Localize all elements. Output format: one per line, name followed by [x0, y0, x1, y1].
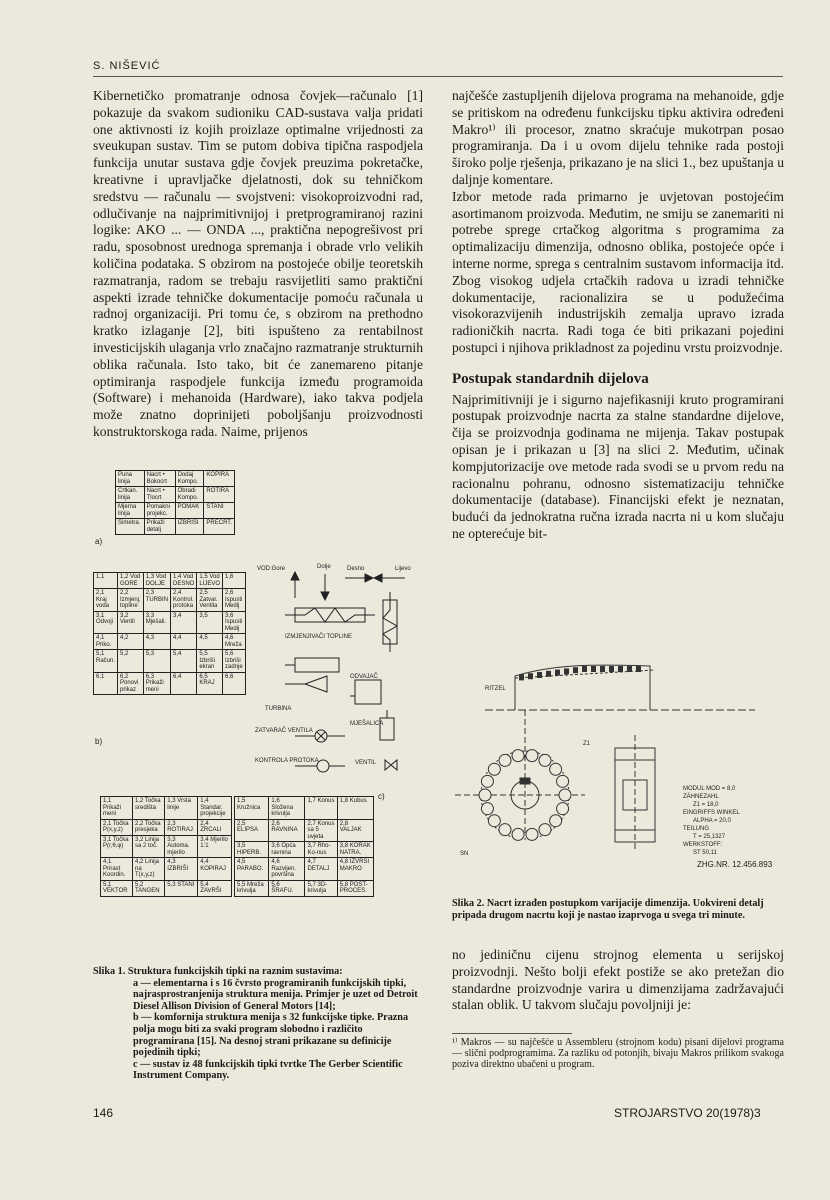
key-cell: Obradi Kompo. — [175, 487, 204, 503]
gear-tooth — [559, 789, 571, 801]
key-cell: Nacrt • Tlocrt — [144, 487, 175, 503]
ritzel-label: RITZEL — [485, 686, 506, 692]
symbol-label-izmj: IZMJENJIVAČI TOPLINE — [285, 634, 353, 640]
drawing-number: ZHG.NR. 12.456.893 — [697, 860, 773, 869]
key-cell: ROTIRA — [204, 487, 235, 503]
table-row — [94, 589, 246, 612]
table-row — [116, 471, 235, 487]
key-cell: KOPIRA — [204, 471, 235, 487]
key-cell: 1,4 Vod DESNO — [171, 573, 197, 589]
gear-tooth — [539, 754, 551, 766]
key-cell: 2,2 Izmjenj. topline — [118, 589, 144, 612]
key-cell: 1,1 Prikaži meni — [101, 797, 133, 820]
separator-symbol — [295, 658, 339, 672]
key-cell: Dodaj Kompo. — [175, 471, 204, 487]
symbol-label-dolje: Dolje — [317, 564, 331, 570]
key-cell: 1,6 — [223, 573, 246, 589]
table-row — [94, 573, 246, 589]
pipe-symbols-diagram — [255, 560, 435, 790]
key-cell: 2,5 Zatvar. Ventila — [197, 589, 223, 612]
note-6: T = 25,1327 — [693, 834, 726, 840]
key-cell: 3,2 Ventil — [118, 611, 144, 634]
key-cell: 6,1 — [94, 672, 118, 695]
key-cell: Pomakni projekc. — [144, 503, 175, 519]
note-7: WERKSTOFF: — [683, 842, 723, 848]
key-cell: 5,6 ŠRAFU. — [269, 880, 305, 896]
symbol-label-gore: VOD:Gore — [257, 566, 286, 572]
key-cell: 3,5 — [197, 611, 223, 634]
right-paragraph-3: Najprimitivniji je i sigurno najefikasniji kruto programirani postupak proizvodnje nacrta za stalne standardne dijelove, čija se proizvodnja godinama ne mijenja. Takav postupak opisan je i prikazan u [3] na slici 2. Međutim, učinak kompjutorizacije ove metode rada svodi se u prvom redu na racionalnu pohranu, odnosno sistematizaciju tehničke dokumentacije (database). Financijski efekt je neznatan, budući da jednokratna ručna izrada nacrta ni u kom slučaju ne opterećuje bit- — [452, 391, 784, 541]
key-cell: 4,4 KOPIRAJ — [198, 858, 232, 881]
gear-tooth — [512, 750, 524, 762]
gear-tooth — [550, 815, 562, 827]
key-cell: 3,4 Mjerilo 1:1 — [198, 835, 232, 858]
key-cell: 5,6 Izbriši zadnje — [223, 650, 246, 673]
key-cell: 2,2 Točka presjeka — [133, 819, 165, 835]
figure-label-b: b) — [95, 737, 103, 746]
rack-tooth — [600, 666, 605, 672]
key-cell: 2,6 RAVNINA — [269, 819, 305, 842]
symbol-label-kontrola: KONTROLA PROTOKA — [255, 758, 319, 764]
footnote-rule — [452, 1033, 572, 1034]
key-cell: 5,4 ZAVRŠI — [198, 880, 232, 896]
symbol-label-odvajac: ODVAJAČ — [350, 674, 378, 680]
gear-tooth — [550, 763, 562, 775]
key-cell: 5,1 Račun. — [94, 650, 118, 673]
key-cell: PRECRT. — [204, 519, 235, 535]
key-cell: 4,4 — [171, 634, 197, 650]
z1-label: Z1 — [583, 741, 591, 747]
note-1: ZÄHNEZAHL — [683, 794, 719, 800]
key-cell: 3,7 Rho-Ko-nus — [305, 842, 337, 858]
key-cell: 2,7 Konus sa 5 uvjeta — [305, 819, 337, 842]
rack-tooth — [528, 673, 533, 679]
key-cell: 3,3 Mješali. — [143, 611, 170, 634]
key-cell: 3,2 Linija sa 2 toč. — [133, 835, 165, 858]
symbol-label-lijevo: Lijevo — [395, 566, 411, 572]
key-cell: 4,3 — [143, 634, 170, 650]
key-cell: 4,8 IZVRŠI MAKRO — [337, 858, 373, 881]
key-cell: POMAK — [175, 503, 204, 519]
table-row — [101, 835, 232, 858]
rack-tooth — [636, 666, 641, 672]
key-cell: 3,6 Opća ravnina — [269, 842, 305, 858]
gear-tooth — [557, 803, 569, 815]
arrow-left-icon — [374, 574, 382, 582]
rack-tooth — [564, 668, 569, 674]
key-cell: 1,6 Složena krivulja — [269, 797, 305, 820]
key-cell: 5,3 STANI — [165, 880, 198, 896]
key-cell: 2,8 VALJAK — [337, 819, 373, 842]
table-row — [94, 634, 246, 650]
figure-1-caption-a: a — elementarna i s 16 čvrsto programiranih funkcijskih tipki, najrasprostranjenija struktura menija. Primjer je uzet od Detroit Diesel Allison Division of General Motors [14]; — [133, 977, 418, 1012]
figure-1-caption-b: b — komfornija struktura menija s 32 funkcijske tipke. Prazna polja mogu biti za svaki program slobodno i različito programirana [15]. Na desnoj strani prikazane su definicije pojedinih tipki; — [133, 1012, 409, 1059]
rack-tooth — [627, 666, 632, 672]
key-cell: 4,3 IZBRIŠI — [165, 858, 198, 881]
header-rule — [93, 76, 783, 77]
key-cell: 1,3 Vrsta linije — [165, 797, 198, 820]
key-cell: 1,2 Točka središta — [133, 797, 165, 820]
key-cell: Nacrt • Bokocrt — [144, 471, 175, 487]
symbol-label-desno: Desno — [347, 566, 365, 572]
key-cell: 4,6 Mreža — [223, 634, 246, 650]
key-cell: 3,1 Točka P(r,θ,φ) — [101, 835, 133, 858]
figure-1-caption-title: Slika 1. Struktura funkcijskih tipki na raznim sustavima: — [93, 966, 343, 977]
symbol-label-ventil: VENTIL — [355, 760, 377, 766]
key-cell: 3,1 Odvoji — [94, 611, 118, 634]
note-2: Z1 = 18,0 — [693, 802, 719, 808]
figure-1-caption-c: c — sustav iz 48 funkcijskih tipki tvrtke The Gerber Scientific Instrument Company. — [133, 1058, 403, 1082]
figure-2-caption: Slika 2. Nacrt izrađen postupkom varijacije dimenzija. Uokvireni detalj pripada drugom nacrtu koji je nastao izaprvoga u svega tri minute. — [452, 898, 764, 921]
key-cell: 1,5 Kružnica — [235, 797, 269, 820]
key-cell: 1,2 Vod GORE — [118, 573, 144, 589]
key-cell: Prikaži detalj — [144, 519, 175, 535]
gear-tooth — [557, 775, 569, 787]
key-cell: 4,5 PARABO. — [235, 858, 269, 881]
key-cell: 6,2 Ponovi prikaz — [118, 672, 144, 695]
table-row — [116, 503, 235, 519]
key-cell: 2,3 TURBIN — [143, 589, 170, 612]
key-cell: 5,8 POST-PROCES. — [337, 880, 373, 896]
key-cell: 2,4 Kontrol. protoka — [171, 589, 197, 612]
gear-technical-drawing — [455, 630, 785, 860]
table-row — [94, 650, 246, 673]
table-row — [101, 797, 232, 820]
key-cell: 1,1 — [94, 573, 118, 589]
symbol-label-mjesalica: MJEŠALICA — [350, 721, 384, 727]
key-cell: 3,8 KORAK NATRA. — [337, 842, 373, 858]
note-3: EINGRIFFS WINKEL — [683, 810, 740, 816]
key-cell: 3,3 Automa. mjerilo — [165, 835, 198, 858]
flow-control-symbol — [317, 760, 329, 772]
rack-tooth — [555, 670, 560, 676]
rack-tooth — [573, 667, 578, 673]
key-cell: 6,3 Prikaži meni — [143, 672, 170, 695]
separator-box — [355, 680, 381, 704]
figure-label-a: a) — [95, 537, 103, 546]
key-cell: 3,5 HIPERB. — [235, 842, 269, 858]
key-cell: 5,7 3D-krivulja — [305, 880, 337, 896]
key-cell: 2,1 Kraj voda — [94, 589, 118, 612]
key-cell: 5,5 Izbriši ekran — [197, 650, 223, 673]
key-cell: 5,2 — [118, 650, 144, 673]
rack-tooth — [591, 666, 596, 672]
key-cell: 6,4 — [171, 672, 197, 695]
sn-label: SN — [460, 851, 469, 857]
gear-tooth — [488, 763, 500, 775]
key-cell: 3,6 Ispusti Medij — [223, 611, 246, 634]
key-cell: 1,3 Vod DOLJE — [143, 573, 170, 589]
figure-1-caption — [93, 966, 421, 1082]
key-cell: 2,3 ROTIRAJ — [165, 819, 198, 835]
table-row — [116, 519, 235, 535]
arrow-down-icon — [321, 592, 329, 600]
valve-symbol — [385, 760, 397, 770]
key-cell: 5,4 — [171, 650, 197, 673]
journal-reference: STROJARSTVO 20(1978)3 — [614, 1106, 761, 1120]
rack-tooth — [519, 674, 524, 680]
key-cell: 5,2 TANGEN — [133, 880, 165, 896]
right-column — [452, 88, 784, 543]
page-number: 146 — [93, 1106, 114, 1120]
right-column-continued — [452, 947, 784, 1014]
key-cell: 2,4 ZRCALI — [198, 819, 232, 835]
table-row — [235, 842, 374, 858]
rack-tooth — [609, 666, 614, 672]
note-8: ST 50,11 — [693, 850, 717, 856]
rack-tooth — [537, 672, 542, 678]
key-cell: 5,1 VEKTOR — [101, 880, 133, 896]
key-cell: 1,5 Vod LIJEVO — [197, 573, 223, 589]
right-paragraph-4: no jediničnu cijenu strojnog elementa u serijskoj proizvodnji. Nešto bolji efekt postiže se ako pretežan dio standardne proizvodnje varira u dimenzijama zadržavajući stalan oblik. U takvom slučaju povoljniji je: — [452, 947, 784, 1013]
gear-tooth — [526, 750, 538, 762]
left-column — [93, 88, 423, 441]
footnote: ¹⁾ Makros — su najčešće u Assembleru (strojnom kodu) pisani dijelovi programa — slični podprogramima. Za razliku od potonjih, bivaju Makros prilikom svakoga poziva direktno ubačeni u program. — [452, 1037, 784, 1070]
gear-tooth — [481, 775, 493, 787]
key-cell: 4,2 Linija na T(x,y,z) — [133, 858, 165, 881]
table-row — [235, 797, 374, 820]
table-row — [101, 819, 232, 835]
gear-tooth — [512, 828, 524, 840]
symbol-label-turbina: TURBINA — [265, 706, 292, 712]
function-keys-table-b — [93, 572, 246, 695]
key-cell: 1,8 Kubus — [337, 797, 373, 820]
left-paragraph: Kibernetičko promatranje odnosa čovjek—računalo [1] pokazuje da svakom sudioniku CAD-sustava valja pridati one aktivnosti iz kojih proizlaze optimalne vrijednosti za sveukupan sustav. Tim se putom dobiva tipična raspodjela funkcija unutar sustava gdje čovjek preuzima pokretačke, kreativne i upravljačke djelatnosti, dok su tehničkom sredstvu — računalu — svojstveni: visokoproizvodni rad, odlučivanje na najprimitivnijoj i pretprogramiranoj razini logike: AKO ... — ONDA ..., praktična nepogrešivost pri radu, sposobnost urednoga spremanja i obrade vrlo velikih količina podataka. S obzirom na postojeće obilje teoretskih razmatranja, radom se trebaju rasvijetliti samo praktični aspekti izrade tehničke dokumentacije pomoću računala u radnoj organizaciji. Pri tomu će, s obzirom na prethodno kratko izlaganje [2], biti ispušteno za rentabilnost investicijskih ulaganja vrlo značajno razmatranje strukturnih oblika računala. Isto tako, bit će zanemareno pitanje optimiranja raspodjele funkcija između programoida (Software) i mehanoida (Hardware), iako takva podjela može znatno doprinijeti poboljšanju proizvodnosti konstruktorskoga rada. Naime, prijenos — [93, 88, 423, 439]
function-keys-table-a — [115, 470, 235, 535]
table-row — [94, 611, 246, 634]
table-row — [235, 819, 374, 842]
note-0: MODUL MOD = 8,0 — [683, 786, 736, 792]
key-cell: 4,5 — [197, 634, 223, 650]
table-row — [235, 880, 374, 896]
gear-tooth — [499, 754, 511, 766]
key-cell: 5,5 Mreža krivulja — [235, 880, 269, 896]
figure-label-c: c) — [378, 792, 385, 801]
key-cell: 1,7 Konus — [305, 797, 337, 820]
gear-tooth — [526, 828, 538, 840]
key-cell: 6,6 — [223, 672, 246, 695]
table-row — [94, 672, 246, 695]
gear-tooth — [488, 815, 500, 827]
key-cell: Simetra. — [116, 519, 145, 535]
key-cell: 2,6 Ispusti Medij — [223, 589, 246, 612]
right-paragraph-1: najčešće zastupljenih dijelova programa na mehanoide, gdje se pritiskom na određenu funkcijsku tipku aktivira određeni Makro¹⁾ ili procesor, znatno skraćuje mukotrpan posao programiranja. Da i u ovom dijelu tehnike rada postoji široko polje rješenja, prikazano je na slici 1., bez upuštanja u daljnje komentare. — [452, 88, 784, 187]
table-row — [101, 858, 232, 881]
key-cell: 2,5 ELIPSA — [235, 819, 269, 842]
section-heading: Postupak standardnih dijelova — [452, 370, 649, 387]
key-cell: Crtkan. linija — [116, 487, 145, 503]
key-cell: 1,4 Standar. projekcije — [198, 797, 232, 820]
key-cell: Puna linija — [116, 471, 145, 487]
table-row — [116, 487, 235, 503]
symbol-label-zatvarac: ZATVARAČ VENTILA — [255, 728, 313, 734]
gear-tooth — [539, 824, 551, 836]
key-cell: Mjerna linija — [116, 503, 145, 519]
key-cell: 4,1 Priko. — [94, 634, 118, 650]
rack-teeth — [519, 666, 641, 680]
key-cell: 3,4 — [171, 611, 197, 634]
gear-tooth — [479, 789, 491, 801]
note-5: TEILUNG — [683, 826, 710, 832]
key-cell: 4,2 — [118, 634, 144, 650]
key-cell: 4,6 Razvijen. površina — [269, 858, 305, 881]
rack-tooth — [546, 671, 551, 677]
key-cell: 6,5 KRAJ — [197, 672, 223, 695]
right-paragraph-2: Izbor metode rada primarno je uvjetovan postojećim asortimanom proizvoda. Međutim, ne smiju se zanemariti ni potrebe sprege crtačkog algoritma s programima za optimalizaciju dimenzija, odnosno oblika, postojeće opće i interne norme, sprega s centralnim sustavom informacija itd. Zbog visokog udjela crtačkih radova u izradi tehničke dokumentacije, racionalizira se u podužećima visokorazvijenih industrijskih zemalja upravo izrada radioničkih nacrta. Radi toga će biti prikazani pojedini postupci i njihova prikladnost za pojedinu vrstu proizvodnje. — [452, 188, 784, 355]
function-keys-table-c-right — [234, 796, 374, 897]
running-header-author: S. NIŠEVIĆ — [93, 60, 161, 72]
key-cell: 2,1 Točka P(x,y,z) — [101, 819, 133, 835]
rack-tooth — [582, 666, 587, 672]
key-cell: 4,1 Prirast Koordin. — [101, 858, 133, 881]
key-cell: 5,3 — [143, 650, 170, 673]
turbine-symbol — [305, 676, 327, 692]
gear-tooth — [499, 824, 511, 836]
note-4: ALPHA = 20,0 — [693, 818, 731, 824]
arrow-up-icon — [291, 572, 299, 580]
table-row — [235, 858, 374, 881]
rack-tooth — [618, 666, 623, 672]
function-keys-table-c-left — [100, 796, 232, 897]
key-cell: 4,7 DETALJ — [305, 858, 337, 881]
key-cell: STANI — [204, 503, 235, 519]
key-cell: IZBRIŠI — [175, 519, 204, 535]
table-row — [101, 880, 232, 896]
arrow-right-icon — [365, 574, 373, 582]
gear-tooth — [481, 803, 493, 815]
